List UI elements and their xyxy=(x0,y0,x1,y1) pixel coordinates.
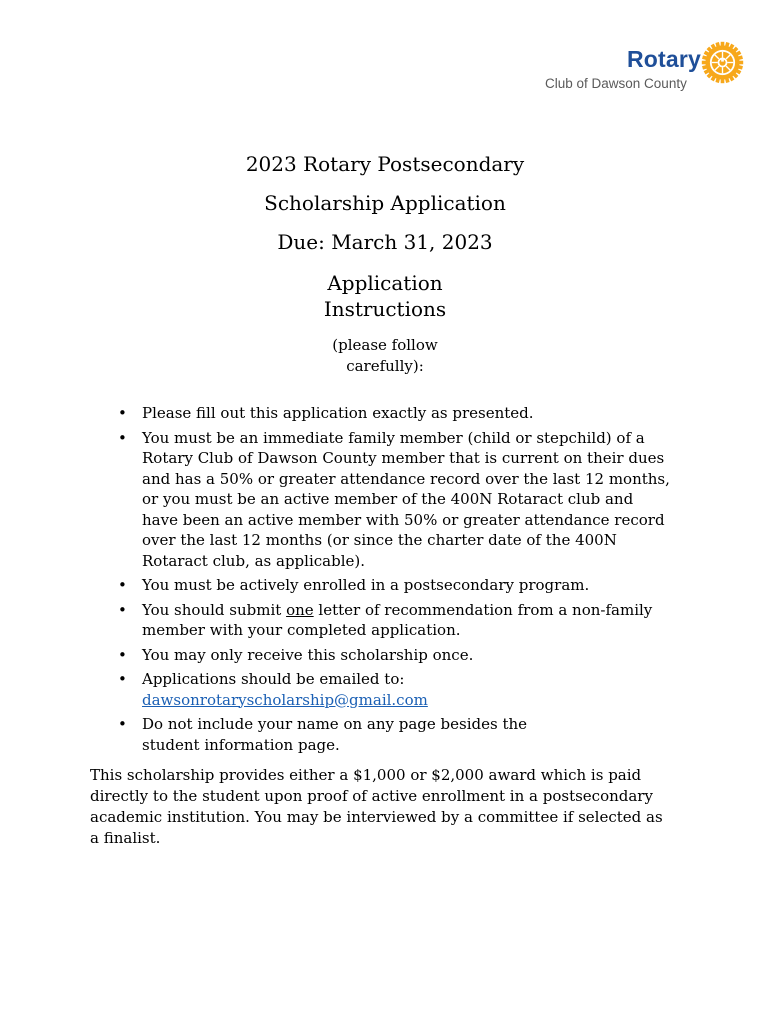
list-item xyxy=(118,575,678,596)
award-description-line: directly to the student upon proof of active enrollment in a postsecondary xyxy=(90,787,653,805)
instructions-heading-line2: Instructions xyxy=(323,297,447,321)
list-item-text: or you must be an active member of the 400N Rotaract club and xyxy=(142,490,634,508)
logo-subtitle: Club of Dawson County xyxy=(545,76,687,91)
list-item-text: over the last 12 months (or since the charter date of the 400N xyxy=(142,531,617,549)
list-item-text: have been an active member with 50% or greater attendance record xyxy=(142,510,665,529)
award-description xyxy=(90,765,680,849)
list-item xyxy=(118,645,678,666)
list-item-text: member with your completed application. xyxy=(142,621,461,639)
award-description-line: academic institution. You may be interviewed by a committee if selected as xyxy=(90,808,663,826)
emphasis-one: one xyxy=(286,600,314,619)
list-item-text: Rotary Club of Dawson County member that is current on their dues xyxy=(142,449,665,467)
list-item-text: Rotaract club, as applicable). xyxy=(142,551,365,570)
list-item-text: letter of recommendation from a non-family xyxy=(313,600,653,619)
bullet-icon: • xyxy=(118,404,127,422)
list-item-text: Applications should be emailed to: xyxy=(142,670,405,688)
instructions-heading-line1: Application xyxy=(327,271,443,295)
logo-wordmark: Rotary xyxy=(627,46,702,72)
title-line-year: 2023 Rotary Postsecondary xyxy=(245,152,525,176)
list-item xyxy=(118,600,678,641)
instructions-note-line2: carefully): xyxy=(346,357,424,375)
bullet-icon: • xyxy=(118,645,127,664)
list-item-text: You should submit xyxy=(142,600,287,619)
bullet-icon: • xyxy=(118,600,127,619)
list-item-text: You may only receive this scholarship once. xyxy=(142,645,474,664)
bullet-icon: • xyxy=(118,670,127,688)
list-item-text: student information page. xyxy=(142,735,340,754)
award-description-line: This scholarship provides either a $1,000 or $2,000 award which is paid xyxy=(90,766,642,784)
bullet-icon: • xyxy=(118,428,127,447)
award-description-line: a finalist. xyxy=(90,829,161,847)
scholarship-email-link[interactable]: dawsonrotaryscholarship@gmail.com xyxy=(142,690,428,709)
list-item-text: You must be an immediate family member (child or stepchild) of a xyxy=(142,428,645,447)
bullet-icon: • xyxy=(118,576,127,594)
title-line-due-date: Due: March 31, 2023 xyxy=(277,230,493,254)
list-item xyxy=(118,403,678,424)
instructions-heading xyxy=(0,270,770,322)
instructions-list xyxy=(118,403,678,759)
list-item xyxy=(118,714,678,755)
rotary-wheel-icon xyxy=(700,40,745,85)
instructions-note xyxy=(0,335,770,377)
list-item xyxy=(118,428,678,572)
bullet-icon: • xyxy=(118,715,127,733)
list-item-text: Please fill out this application exactly as presented. xyxy=(142,404,534,422)
list-item-text: You must be actively enrolled in a postsecondary program. xyxy=(142,576,590,594)
list-item xyxy=(118,669,678,710)
list-item-text: and has a 50% or greater attendance record over the last 12 months, xyxy=(142,469,670,488)
title-line-scholarship: Scholarship Application xyxy=(264,191,506,215)
rotary-logo xyxy=(545,40,745,95)
list-item-text: Do not include your name on any page besides the xyxy=(142,715,528,733)
instructions-note-line1: (please follow xyxy=(332,336,438,354)
